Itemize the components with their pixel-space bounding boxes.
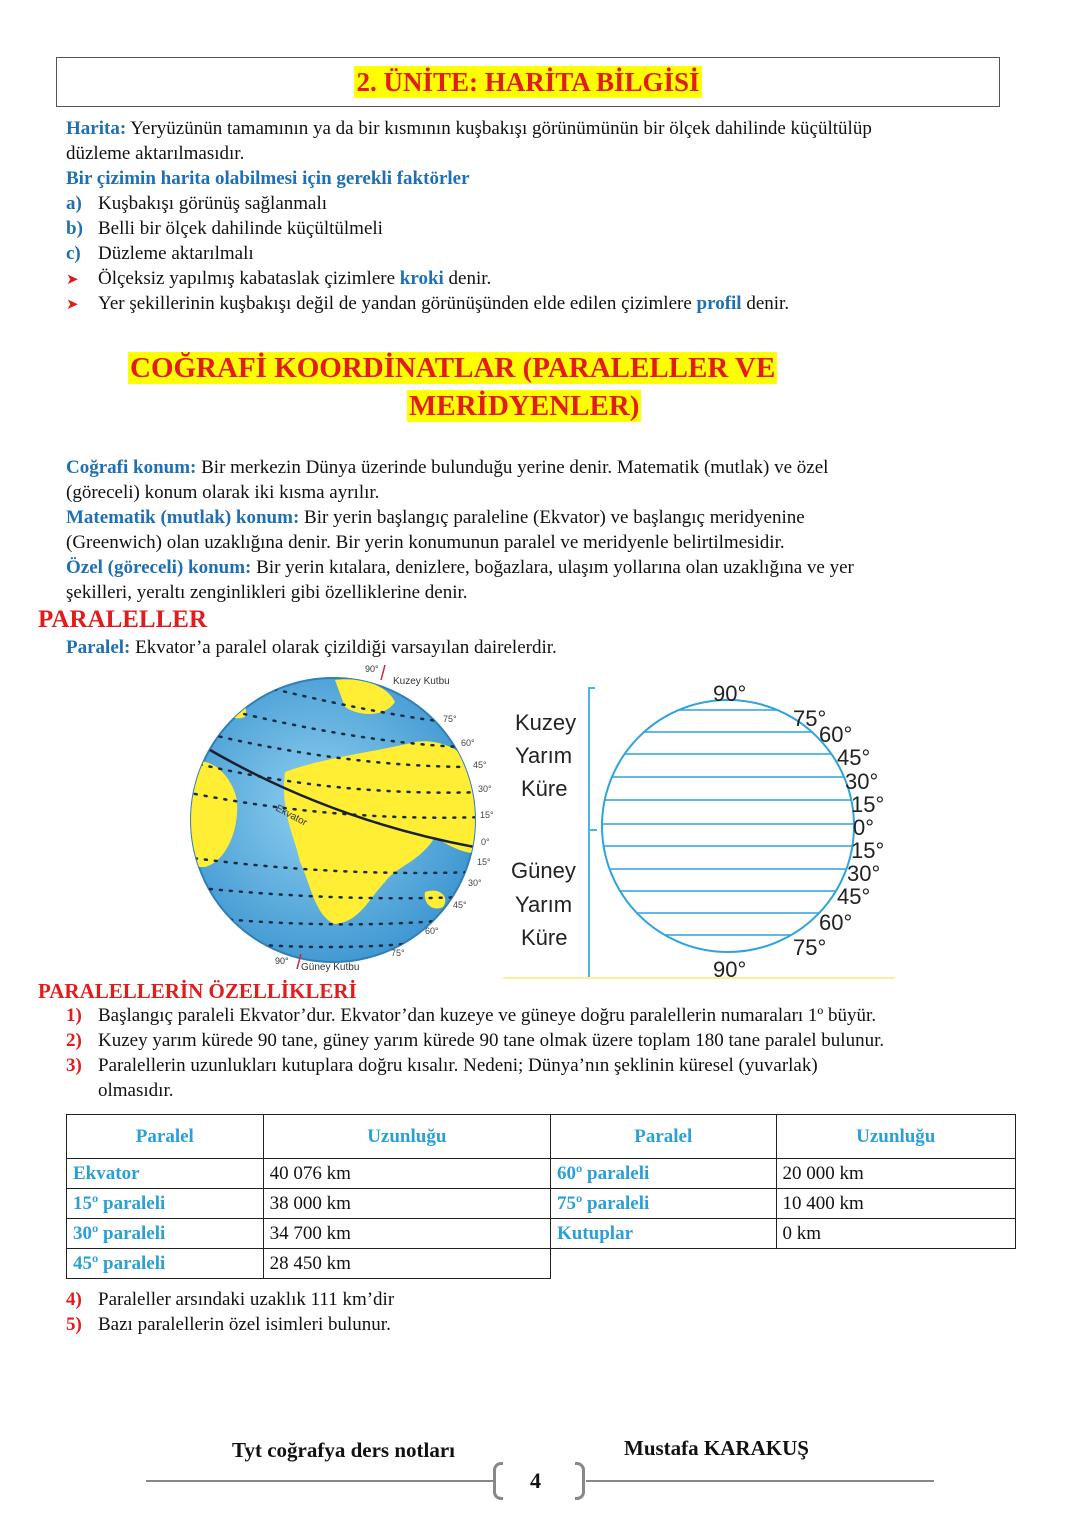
parallel-name: Kutuplar (551, 1219, 777, 1249)
footer-course-title: Tyt coğrafya ders notları (232, 1438, 455, 1462)
table-header-row (551, 1115, 1016, 1159)
factor-item (66, 241, 254, 266)
cografi-konum-text: Bir merkezin Dünya üzerinde bulunduğu yerine denir. Matematik (mutlak) ve özel (196, 457, 829, 478)
svg-text:75°: 75° (391, 948, 405, 958)
table-row (67, 1159, 551, 1189)
table-row (551, 1159, 1016, 1189)
svg-text:60°: 60° (819, 910, 853, 935)
svg-text:Güney Kutbu: Güney Kutbu (301, 962, 360, 973)
equator-label: Ekvator (273, 802, 309, 829)
section-title-line2 (407, 388, 641, 424)
parallel-length: 10 400 km (776, 1189, 1015, 1219)
cografi-konum-cont (66, 480, 379, 505)
harita-definition (66, 116, 872, 141)
property-text: Paraleller arsındaki uzaklık 111 km’dir (98, 1289, 395, 1310)
globe-icon (185, 662, 505, 978)
svg-text:60°: 60° (461, 738, 475, 748)
parallel-name: 60º paraleli (551, 1159, 777, 1189)
ozel-konum (66, 555, 854, 580)
matematik-konum-label: Matematik (mutlak) konum: (66, 507, 300, 528)
parallel-length: 0 km (776, 1219, 1015, 1249)
matematik-konum-cont (66, 530, 785, 555)
parallel-length: 20 000 km (776, 1159, 1015, 1189)
term-profil: profil (696, 293, 742, 314)
ozel-konum-text-cont: şekilleri, yeraltı zenginlikleri gibi özelliklerine denir. (66, 582, 468, 603)
svg-text:Yarım: Yarım (515, 892, 573, 917)
factor-marker: a) (66, 193, 82, 214)
parallel-length: 38 000 km (263, 1189, 550, 1219)
footer-author: Mustafa KARAKUŞ (624, 1436, 809, 1460)
term-kroki: kroki (399, 268, 444, 289)
unit-title: 2. ÜNİTE: HARİTA BİLGİSİ (356, 67, 700, 97)
footer-rule-left (146, 1480, 496, 1482)
table-row (551, 1189, 1016, 1219)
svg-text:0°: 0° (481, 837, 490, 847)
ozel-konum-label: Özel (göreceli) konum: (66, 557, 252, 578)
hemisphere-diagram (503, 672, 895, 982)
svg-text:Kuzey Kutbu: Kuzey Kutbu (393, 676, 450, 687)
globe-figure (185, 662, 505, 978)
parallel-name: 75º paraleli (551, 1189, 777, 1219)
property-item-cont (66, 1078, 173, 1103)
header-paralel: Paralel (551, 1115, 777, 1159)
bullet-item (66, 266, 491, 293)
paralel-text: Ekvator’a paralel olarak çizildiği varsayılan dairelerdir. (130, 637, 557, 658)
svg-text:15°: 15° (477, 857, 491, 867)
paraleller-heading: PARALELLER (38, 606, 208, 633)
property-marker: 2) (66, 1030, 82, 1051)
svg-text:90°: 90° (713, 957, 747, 982)
bullet-text: Yer şekillerinin kuşbakışı değil de yandan görünüşünden elde edilen çizimlere (98, 293, 697, 314)
cografi-konum-text-cont: (göreceli) konum olarak iki kısma ayrılır. (66, 482, 380, 503)
matematik-konum-text-cont: (Greenwich) olan uzaklığına denir. Bir yerin konumunun paralel ve meridyenle belirtilmesidir. (66, 532, 785, 553)
property-marker: 3) (66, 1055, 82, 1076)
svg-text:90°: 90° (275, 956, 289, 966)
matematik-konum (66, 505, 805, 530)
parallel-length: 34 700 km (263, 1219, 550, 1249)
factors-heading: Bir çizimin harita olabilmesi için gerekli faktörler (66, 168, 470, 189)
svg-text:30°: 30° (845, 769, 879, 794)
bullet-text-end: denir. (443, 268, 492, 289)
section-title-text: COĞRAFİ KOORDİNATLAR (PARALELLER VE (130, 352, 776, 384)
matematik-konum-text: Bir yerin başlangıç paraleline (Ekvator) ve başlangıç meridyenine (299, 507, 805, 528)
svg-text:60°: 60° (819, 722, 853, 747)
property-text: olmasıdır. (98, 1080, 174, 1101)
page-bracket-left (493, 1462, 503, 1500)
svg-text:Küre: Küre (521, 776, 568, 801)
svg-text:15°: 15° (851, 792, 885, 817)
svg-text:45°: 45° (453, 900, 467, 910)
table-row (551, 1219, 1016, 1249)
svg-text:45°: 45° (837, 745, 871, 770)
ozellikler-heading: PARALELLERİN ÖZELLİKLERİ (38, 979, 357, 1003)
svg-text:30°: 30° (847, 861, 881, 886)
factor-text: Kuşbakışı görünüş sağlanmalı (98, 193, 328, 214)
svg-text:90°: 90° (365, 664, 379, 674)
property-marker: 5) (66, 1314, 82, 1335)
parallel-name: 30º paraleli (67, 1219, 264, 1249)
parallel-name: Ekvator (67, 1159, 264, 1189)
parallels-circle-icon (503, 672, 895, 982)
property-marker: 1) (66, 1005, 82, 1026)
harita-text: Yeryüzünün tamamının ya da bir kısmının kuşbakışı görünümünün bir ölçek dahilinde küçültülüp (126, 118, 872, 139)
factor-text: Belli bir ölçek dahilinde küçültülmeli (98, 218, 383, 239)
bullet-text-end: denir. (741, 293, 790, 314)
cografi-konum-label: Coğrafi konum: (66, 457, 197, 478)
factor-text: Düzleme aktarılmalı (98, 243, 254, 264)
header-uzunlugu: Uzunluğu (776, 1115, 1015, 1159)
page-number: 4 (530, 1468, 541, 1493)
svg-text:Yarım: Yarım (515, 743, 573, 768)
bullet-text: Ölçeksiz yapılmış kabataslak çizimlere (98, 268, 400, 289)
svg-text:Kuzey: Kuzey (515, 710, 577, 735)
property-text: Paralellerin uzunlukları kutuplara doğru kısalır. Nedeni; Dünya’nın şeklinin küresel (yuvarlak) (98, 1055, 818, 1076)
svg-text:Güney: Güney (511, 858, 576, 883)
page-bracket-right (575, 1462, 585, 1500)
parallel-length-table-right (550, 1114, 1016, 1249)
factor-item (66, 216, 383, 241)
paralel-label: Paralel: (66, 637, 131, 658)
property-marker: 4) (66, 1289, 82, 1310)
parallel-name: 45º paraleli (67, 1249, 264, 1279)
svg-text:90°: 90° (713, 681, 747, 706)
property-item (66, 1312, 391, 1337)
svg-text:45°: 45° (837, 884, 871, 909)
header-paralel: Paralel (67, 1115, 264, 1159)
harita-definition-cont (66, 141, 244, 166)
ozel-konum-text: Bir yerin kıtalara, denizlere, boğazlara, ulaşım yollarına olan uzaklığına ve yer (251, 557, 854, 578)
ozel-konum-cont (66, 580, 468, 605)
table-row (67, 1249, 551, 1279)
cografi-konum (66, 455, 828, 480)
table-row (67, 1219, 551, 1249)
svg-text:0°: 0° (853, 815, 875, 840)
section-title-text: MERİDYENLER) (409, 390, 640, 422)
property-item (66, 1053, 818, 1078)
header-uzunlugu: Uzunluğu (263, 1115, 550, 1159)
arrow-bullet-icon: ➤ (66, 297, 79, 313)
property-text: Başlangıç paraleli Ekvator’dur. Ekvator’dan kuzeye ve güneye doğru paralellerin numaraları 1º büyür. (98, 1005, 877, 1026)
parallel-length: 28 450 km (263, 1249, 550, 1279)
svg-text:60°: 60° (425, 926, 439, 936)
parallel-length-table-left (66, 1114, 551, 1279)
section-title-line1 (128, 350, 777, 386)
harita-text-cont: düzleme aktarılmasıdır. (66, 143, 245, 164)
property-item (66, 1287, 394, 1312)
unit-title-box (56, 57, 1000, 107)
svg-text:15°: 15° (851, 838, 885, 863)
table-row (67, 1189, 551, 1219)
svg-text:75°: 75° (443, 714, 457, 724)
harita-label: Harita: (66, 118, 127, 139)
footer-rule-right (586, 1480, 934, 1482)
svg-text:15°: 15° (480, 810, 494, 820)
svg-text:75°: 75° (793, 706, 827, 731)
parallel-length: 40 076 km (263, 1159, 550, 1189)
svg-text:30°: 30° (478, 784, 492, 794)
factor-marker: b) (66, 218, 83, 239)
paralel-definition (66, 635, 557, 660)
property-text: Kuzey yarım kürede 90 tane, güney yarım kürede 90 tane olmak üzere toplam 180 tane paralel bulunur. (98, 1030, 885, 1051)
svg-text:75°: 75° (793, 935, 827, 960)
svg-text:Küre: Küre (521, 925, 568, 950)
table-header-row (67, 1115, 551, 1159)
parallel-name: 15º paraleli (67, 1189, 264, 1219)
property-item (66, 1003, 876, 1028)
svg-text:30°: 30° (468, 878, 482, 888)
bullet-item (66, 291, 789, 318)
factor-marker: c) (66, 243, 81, 264)
svg-text:45°: 45° (473, 760, 487, 770)
property-text: Bazı paralellerin özel isimleri bulunur. (98, 1314, 391, 1335)
arrow-bullet-icon: ➤ (66, 272, 79, 288)
property-item (66, 1028, 884, 1053)
factor-item (66, 191, 327, 216)
